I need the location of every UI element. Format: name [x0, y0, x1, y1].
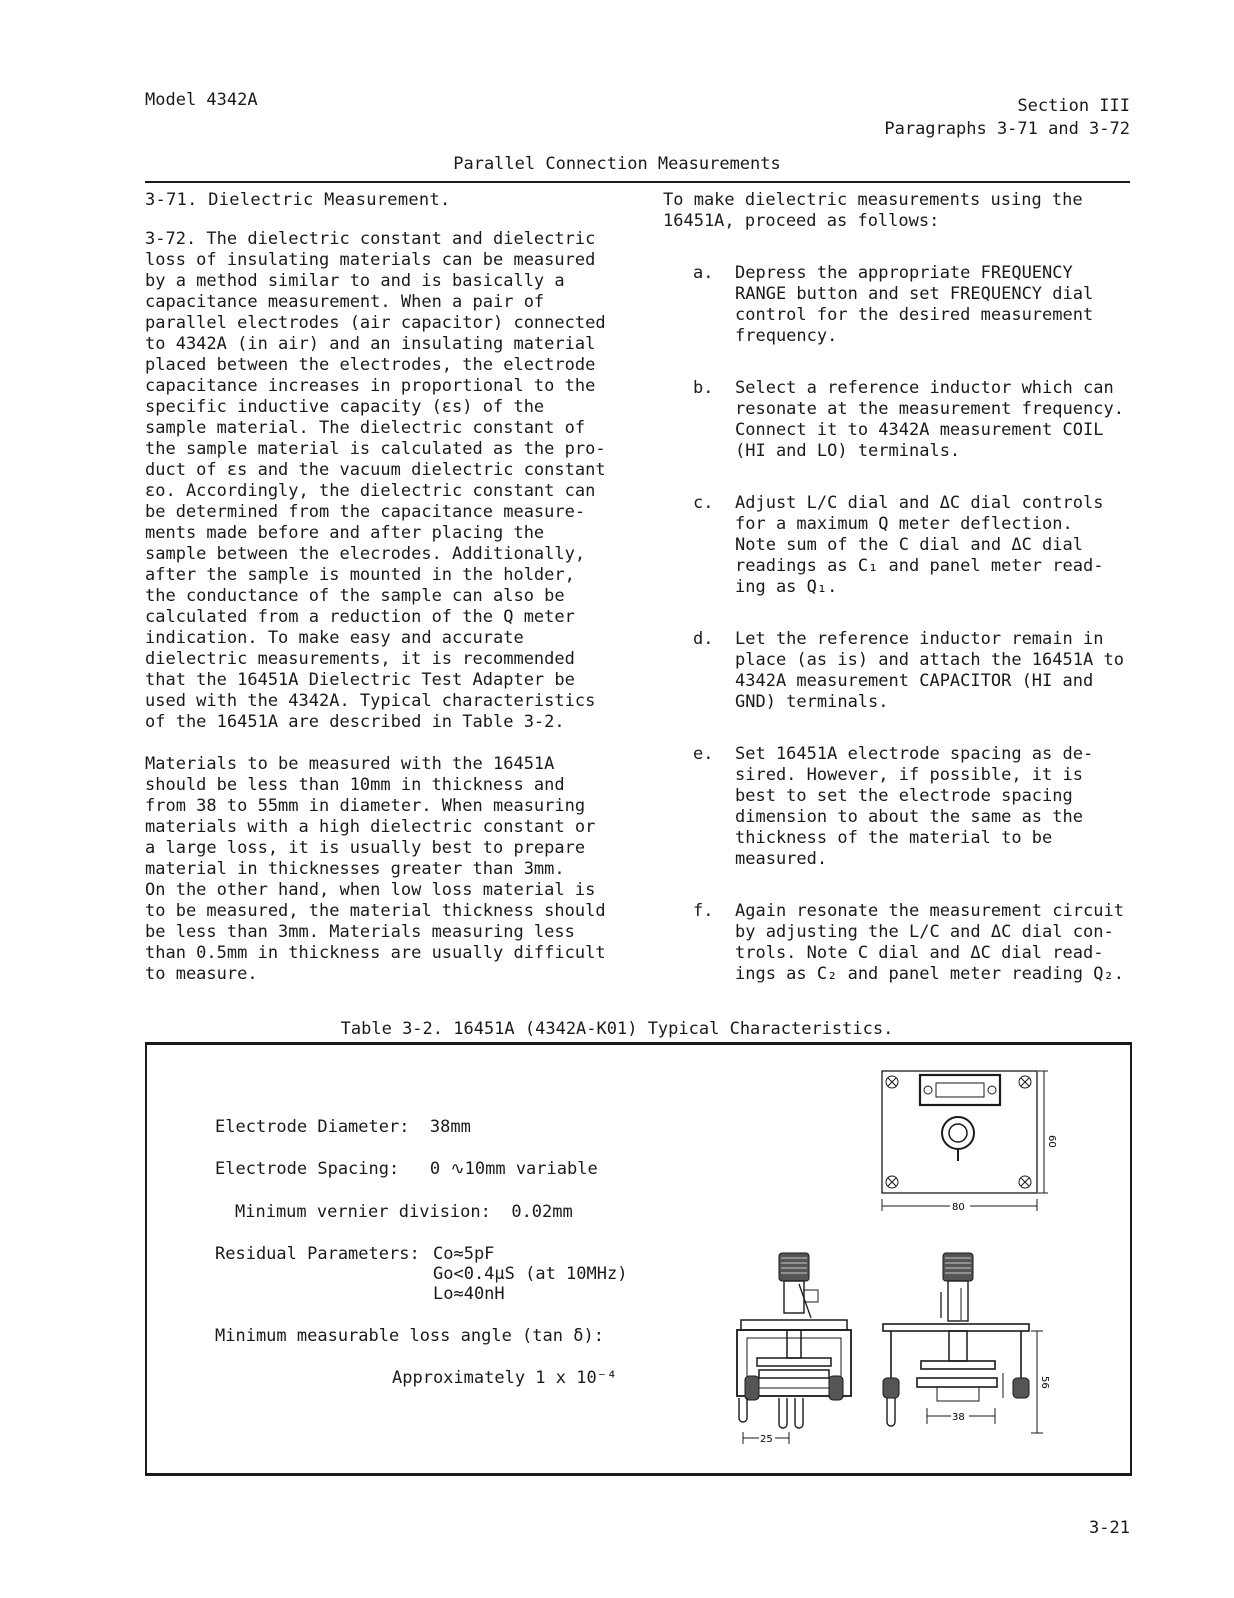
step-letter: b.: [693, 378, 714, 398]
front-view-drawing: [729, 1248, 861, 1448]
step-letter: f.: [693, 901, 714, 921]
procedure-intro: To make dielectric measurements using the 16451A, proceed as follows:: [663, 190, 1083, 231]
step-letter: d.: [693, 629, 714, 649]
spec-vernier-division: Minimum vernier division: 0.02mm: [235, 1202, 573, 1222]
paragraph-3-72: 3-72. The dielectric constant and dielectric loss of insulating materials can be measured by a method similar to and is basically a capacitance measurement. When a pair of parallel electrodes (air capacitor) connected to 4342A (in air) and an insulating material placed between the electrodes, the electrode capacitance increases in proportional to the specific inductive capacity (εs) of the sample material. The dielectric constant of the sample material is calculated as the pro- duct of εs and the vacuum dielectric constant εo. Accordingly, the dielectric constant can be determined from the capacitance measure- ments made before and after placing the sample between the elecrodes. Additionally, after the sample is mounted in the holder, the conductance of the sample can also be calculated from a reduction of the Q meter indication. To make easy and accurate dielectric measurements, it is recommended that the 16451A Dielectric Test Adapter be used with the 4342A. Typical characteristics of the 16451A are described in Table 3-2.: [145, 229, 606, 732]
dim-top-width: 80: [952, 1202, 965, 1213]
page-title: Parallel Connection Measurements: [453, 154, 781, 174]
section-heading: 3-71. Dielectric Measurement.: [145, 190, 451, 210]
step-text: Let the reference inductor remain in place (as is) and attach the 16451A to 4342A measurement CAPACITOR (HI and GND) terminals.: [735, 629, 1124, 712]
spec-residual-lo: Lo≈40nH: [433, 1284, 505, 1304]
dim-side-width: 38: [952, 1412, 965, 1423]
spec-electrode-diameter: Electrode Diameter: 38mm: [215, 1117, 471, 1137]
top-view-drawing: [872, 1061, 1062, 1226]
paragraph-materials: Materials to be measured with the 16451A should be less than 10mm in thickness and from 38 to 55mm in diameter. When measuring materials with a high dielectric constant or a large loss, it is usually best to prepare material in thicknesses greater than 3mm. On the other hand, when low loss material is to be measured, the material thickness should be less than 3mm. Materials measuring less than 0.5mm in thickness are usually difficult to measure.: [145, 754, 606, 984]
spec-residual-co: Co≈5pF: [433, 1244, 495, 1264]
dim-front-width: 25: [760, 1434, 773, 1445]
step-letter: c.: [693, 493, 714, 513]
spec-residual-go: Go<0.4μS (at 10MHz): [433, 1264, 628, 1284]
model-label: Model 4342A: [145, 90, 258, 110]
section-reference: [884, 95, 1130, 141]
procedure-step-d: [663, 629, 1133, 713]
step-letter: a.: [693, 263, 714, 283]
left-column: [145, 190, 625, 1006]
spec-loss-angle-value: Approximately 1 x 10⁻⁴: [392, 1368, 618, 1388]
step-text: Again resonate the measurement circuit by adjusting the L/C and ΔC dial con- trols. Note C dial and ΔC dial read- ings as C₂ and panel meter reading Q₂.: [735, 901, 1124, 984]
spec-loss-angle: Minimum measurable loss angle (tan δ):: [215, 1326, 604, 1346]
characteristics-table: [145, 1042, 1132, 1476]
paragraphs-label: Paragraphs 3-71 and 3-72: [884, 119, 1130, 139]
right-column: [663, 190, 1133, 1016]
page-number: 3-21: [1089, 1518, 1130, 1538]
step-text: Adjust L/C dial and ΔC dial controls for a maximum Q meter deflection. Note sum of the C dial and ΔC dial readings as C₁ and panel meter read- ing as Q₁.: [735, 493, 1104, 597]
procedure-step-f: [663, 901, 1133, 985]
table-caption: Table 3-2. 16451A (4342A-K01) Typical Characteristics.: [340, 1019, 894, 1039]
screw-icon: [886, 1076, 1031, 1188]
procedure-step-c: [663, 493, 1133, 598]
procedure-step-b: [663, 378, 1133, 462]
spec-residual-label: Residual Parameters:: [215, 1244, 420, 1264]
step-text: Depress the appropriate FREQUENCY RANGE button and set FREQUENCY dial control for the desired measurement frequency.: [735, 263, 1094, 346]
procedure-step-e: [663, 744, 1133, 870]
step-letter: e.: [693, 744, 714, 764]
title-rule: [145, 181, 1130, 183]
procedure-step-a: [663, 263, 1133, 347]
section-label: Section III: [1017, 96, 1130, 116]
dim-side-height: 56: [1039, 1376, 1050, 1389]
dim-top-height: 60: [1046, 1135, 1057, 1148]
spec-electrode-spacing: Electrode Spacing: 0 ∿10mm variable: [215, 1159, 598, 1179]
step-text: Set 16451A electrode spacing as de- sired. However, if possible, it is best to set the electrode spacing dimension to about the same as the thickness of the material to be measured.: [735, 744, 1094, 869]
step-text: Select a reference inductor which can resonate at the measurement frequency. Connect it to 4342A measurement COIL (HI and LO) terminals.: [735, 378, 1124, 461]
side-view-drawing: [877, 1248, 1057, 1448]
